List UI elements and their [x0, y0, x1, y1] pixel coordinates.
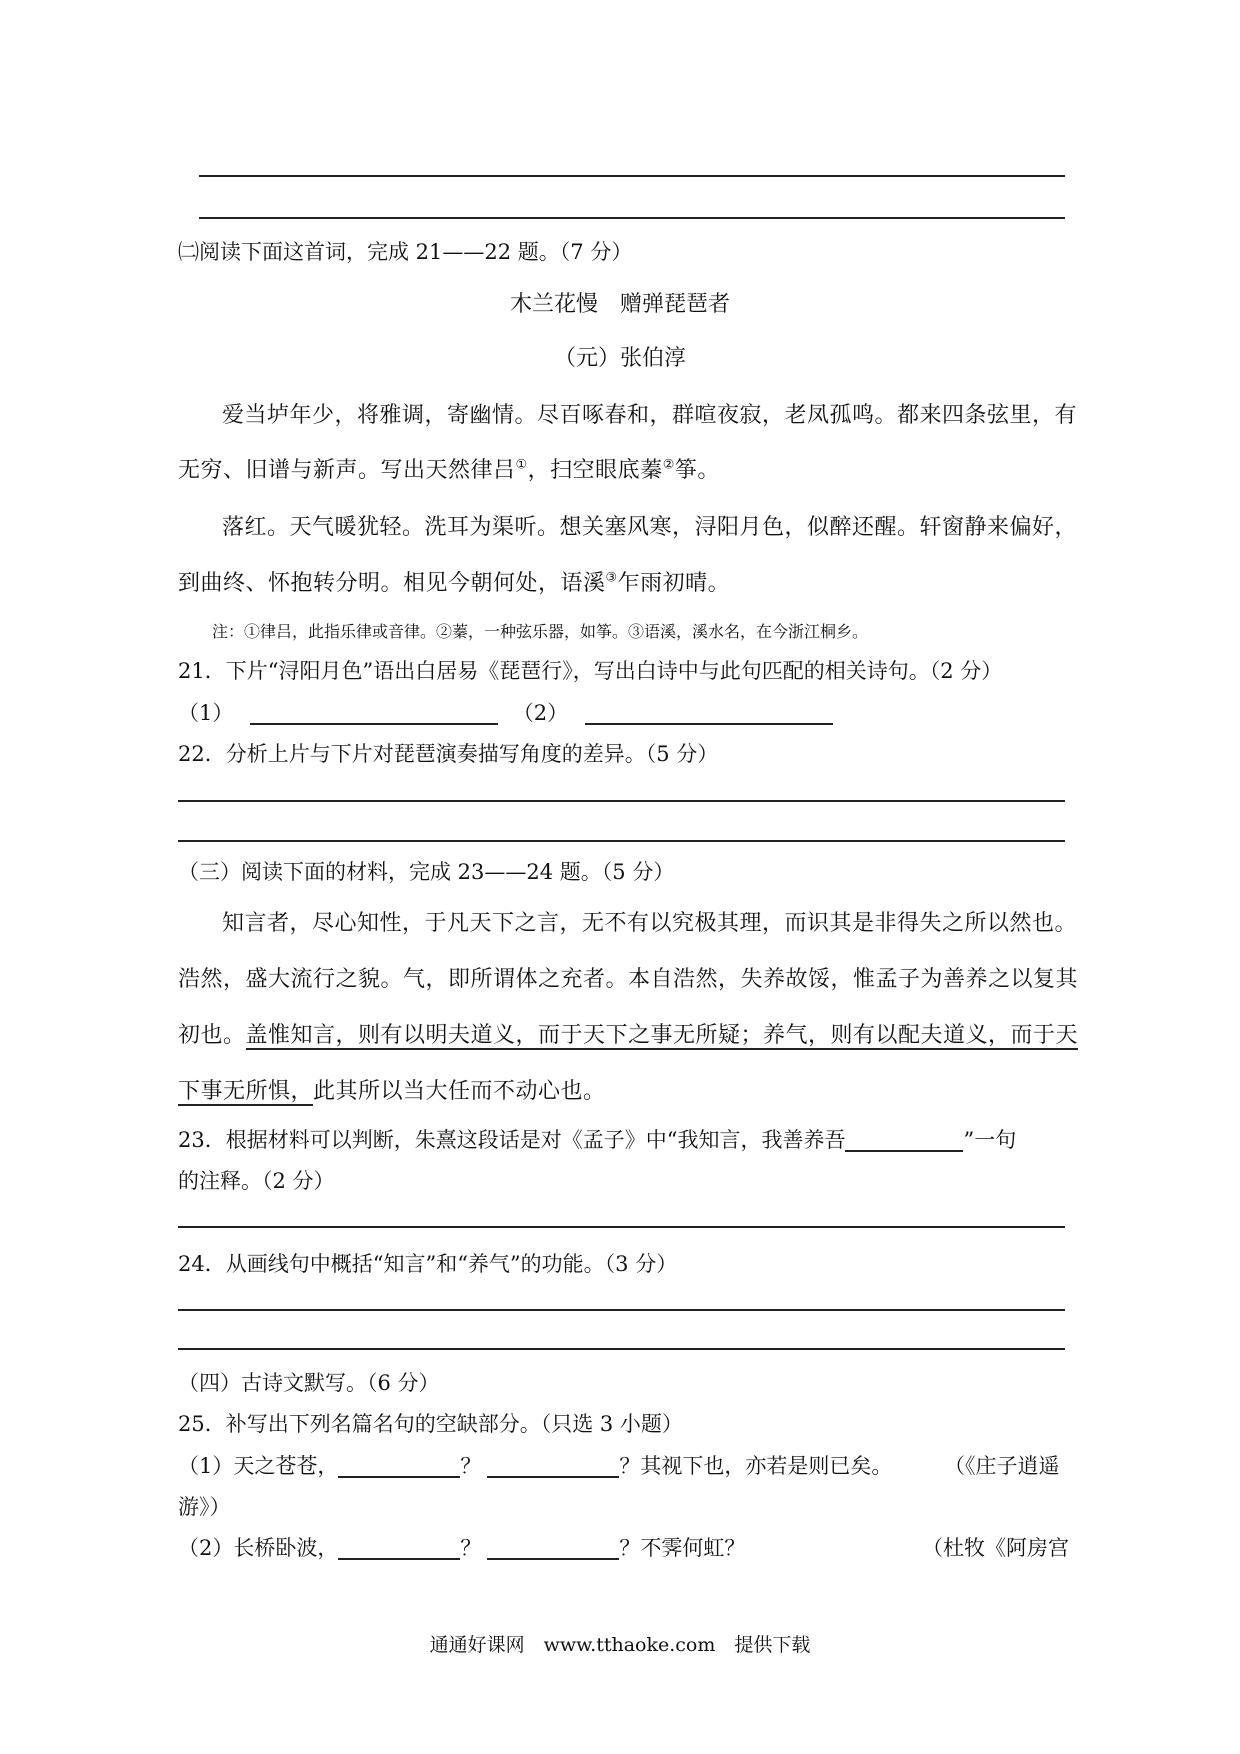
- recite-text: （1）天之苍苍，: [178, 1454, 339, 1478]
- passage-line: 浩然，盛大流行之貌。气，即所谓体之充者。本自浩然，失养故馁，惟孟子为善养之以复其: [178, 967, 1079, 992]
- question-text: ”一句: [963, 1128, 1017, 1152]
- answer-blank[interactable]: [338, 1536, 460, 1560]
- poem-line: [178, 566, 730, 597]
- section-heading: ㈡阅读下面这首词，完成 21——22 题。（7 分）: [178, 240, 633, 264]
- question-25: 25．补写出下列名篇名句的空缺部分。（只选 3 小题）: [178, 1412, 683, 1436]
- answer-blank[interactable]: [250, 701, 498, 725]
- answer-line: [178, 840, 1065, 842]
- section-heading: （四）古诗文默写。（6 分）: [178, 1371, 440, 1395]
- underlined-sentence: 下事无所惧，: [178, 1079, 314, 1104]
- recite-text: （2）长桥卧波，: [178, 1536, 339, 1560]
- note-marker: ②: [662, 457, 675, 473]
- poem-title: 木兰花慢 赠弹琵琶者: [509, 292, 730, 317]
- passage-text: 初也。: [178, 1023, 246, 1048]
- answer-line: [178, 1226, 1065, 1228]
- answer-line: [178, 800, 1065, 802]
- poem-text: 乍雨初晴。: [617, 571, 731, 596]
- recite-line-2: [178, 1532, 745, 1562]
- answer-line: [178, 1348, 1065, 1350]
- recite-source: （《庄子逍遥: [944, 1454, 1060, 1478]
- answer-blank[interactable]: [845, 1128, 963, 1152]
- answer-line: [199, 175, 1065, 177]
- question-21: 21．下片“浔阳月色”语出白居易《琵琶行》，写出白诗中与此句匹配的相关诗句。（2 分）: [178, 659, 1003, 683]
- passage-line: 知言者，尽心知性，于凡天下之言，无不有以究极其理，而识其是非得失之所以然也。: [222, 911, 1078, 936]
- answer-line: [178, 1309, 1065, 1311]
- passage-text: 此其所以当大任而不动心也。: [313, 1079, 606, 1104]
- underlined-sentence: 盖惟知言，则有以明夫道义，而于天下之事无所疑；养气，则有以配夫道义，而于天: [245, 1023, 1079, 1048]
- answer-blank[interactable]: [585, 701, 833, 725]
- poem-note: 注：①律吕，此指乐律或音律。②蓁，一种弦乐器，如筝。③语溪，溪水名，在今浙江桐乡。: [212, 622, 869, 641]
- recite-source: （杜牧《阿房宫: [922, 1536, 1069, 1560]
- section-heading: （三）阅读下面的材料，完成 23——24 题。（5 分）: [178, 860, 675, 884]
- question-23: [178, 1124, 1016, 1154]
- question-21-answers: [178, 697, 833, 727]
- answer-blank[interactable]: [338, 1454, 460, 1478]
- page-footer: 通通好课网 www.tthaoke.com 提供下载: [429, 1634, 811, 1656]
- poem-line: [178, 453, 720, 484]
- poem-text: 无穷、旧谱与新声。写出天然律吕: [178, 458, 516, 483]
- recite-text: ？: [460, 1454, 482, 1478]
- question-24: 24．从画线句中概括“知言”和“养气”的功能。（3 分）: [178, 1252, 678, 1276]
- question-22: 22．分析上片与下片对琵琶演奏描写角度的差异。（5 分）: [178, 742, 719, 766]
- answer-label: （2）: [512, 701, 569, 725]
- poem-author: （元）张伯淳: [553, 346, 686, 371]
- poem-line: 爱当垆年少，将雅调，寄幽情。尽百啄春和，群喧夜寂，老凤孤鸣。都来四条弦里，有: [222, 403, 1078, 428]
- note-marker: ①: [515, 457, 528, 473]
- passage-line: [178, 1074, 606, 1105]
- recite-text: ？其视下也，亦若是则已矣。: [619, 1454, 893, 1478]
- answer-line: [199, 217, 1065, 219]
- recite-line-1: [178, 1450, 892, 1480]
- passage-line: [178, 1018, 1078, 1049]
- poem-text: ，扫空眼底蓁: [527, 458, 663, 483]
- answer-blank[interactable]: [487, 1454, 619, 1478]
- question-23-cont: 的注释。（2 分）: [178, 1169, 335, 1193]
- poem-text: 到曲终、怀抱转分明。相见今朝何处，语溪: [178, 571, 606, 596]
- answer-blank[interactable]: [487, 1536, 619, 1560]
- poem-text: 筝。: [674, 458, 720, 483]
- question-text: 23．根据材料可以判断，朱熹这段话是对《孟子》中“我知言，我善养吾: [178, 1128, 846, 1152]
- poem-line: 落红。天气暖犹轻。洗耳为渠听。想关塞风寒，浔阳月色，似醉还醒。轩窗静来偏好，: [222, 515, 1078, 540]
- recite-text: ？不霁何虹？: [619, 1536, 746, 1560]
- recite-source-cont: 游》）: [178, 1495, 231, 1519]
- recite-text: ？: [460, 1536, 482, 1560]
- answer-label: （1）: [178, 701, 234, 725]
- note-marker: ③: [605, 570, 618, 586]
